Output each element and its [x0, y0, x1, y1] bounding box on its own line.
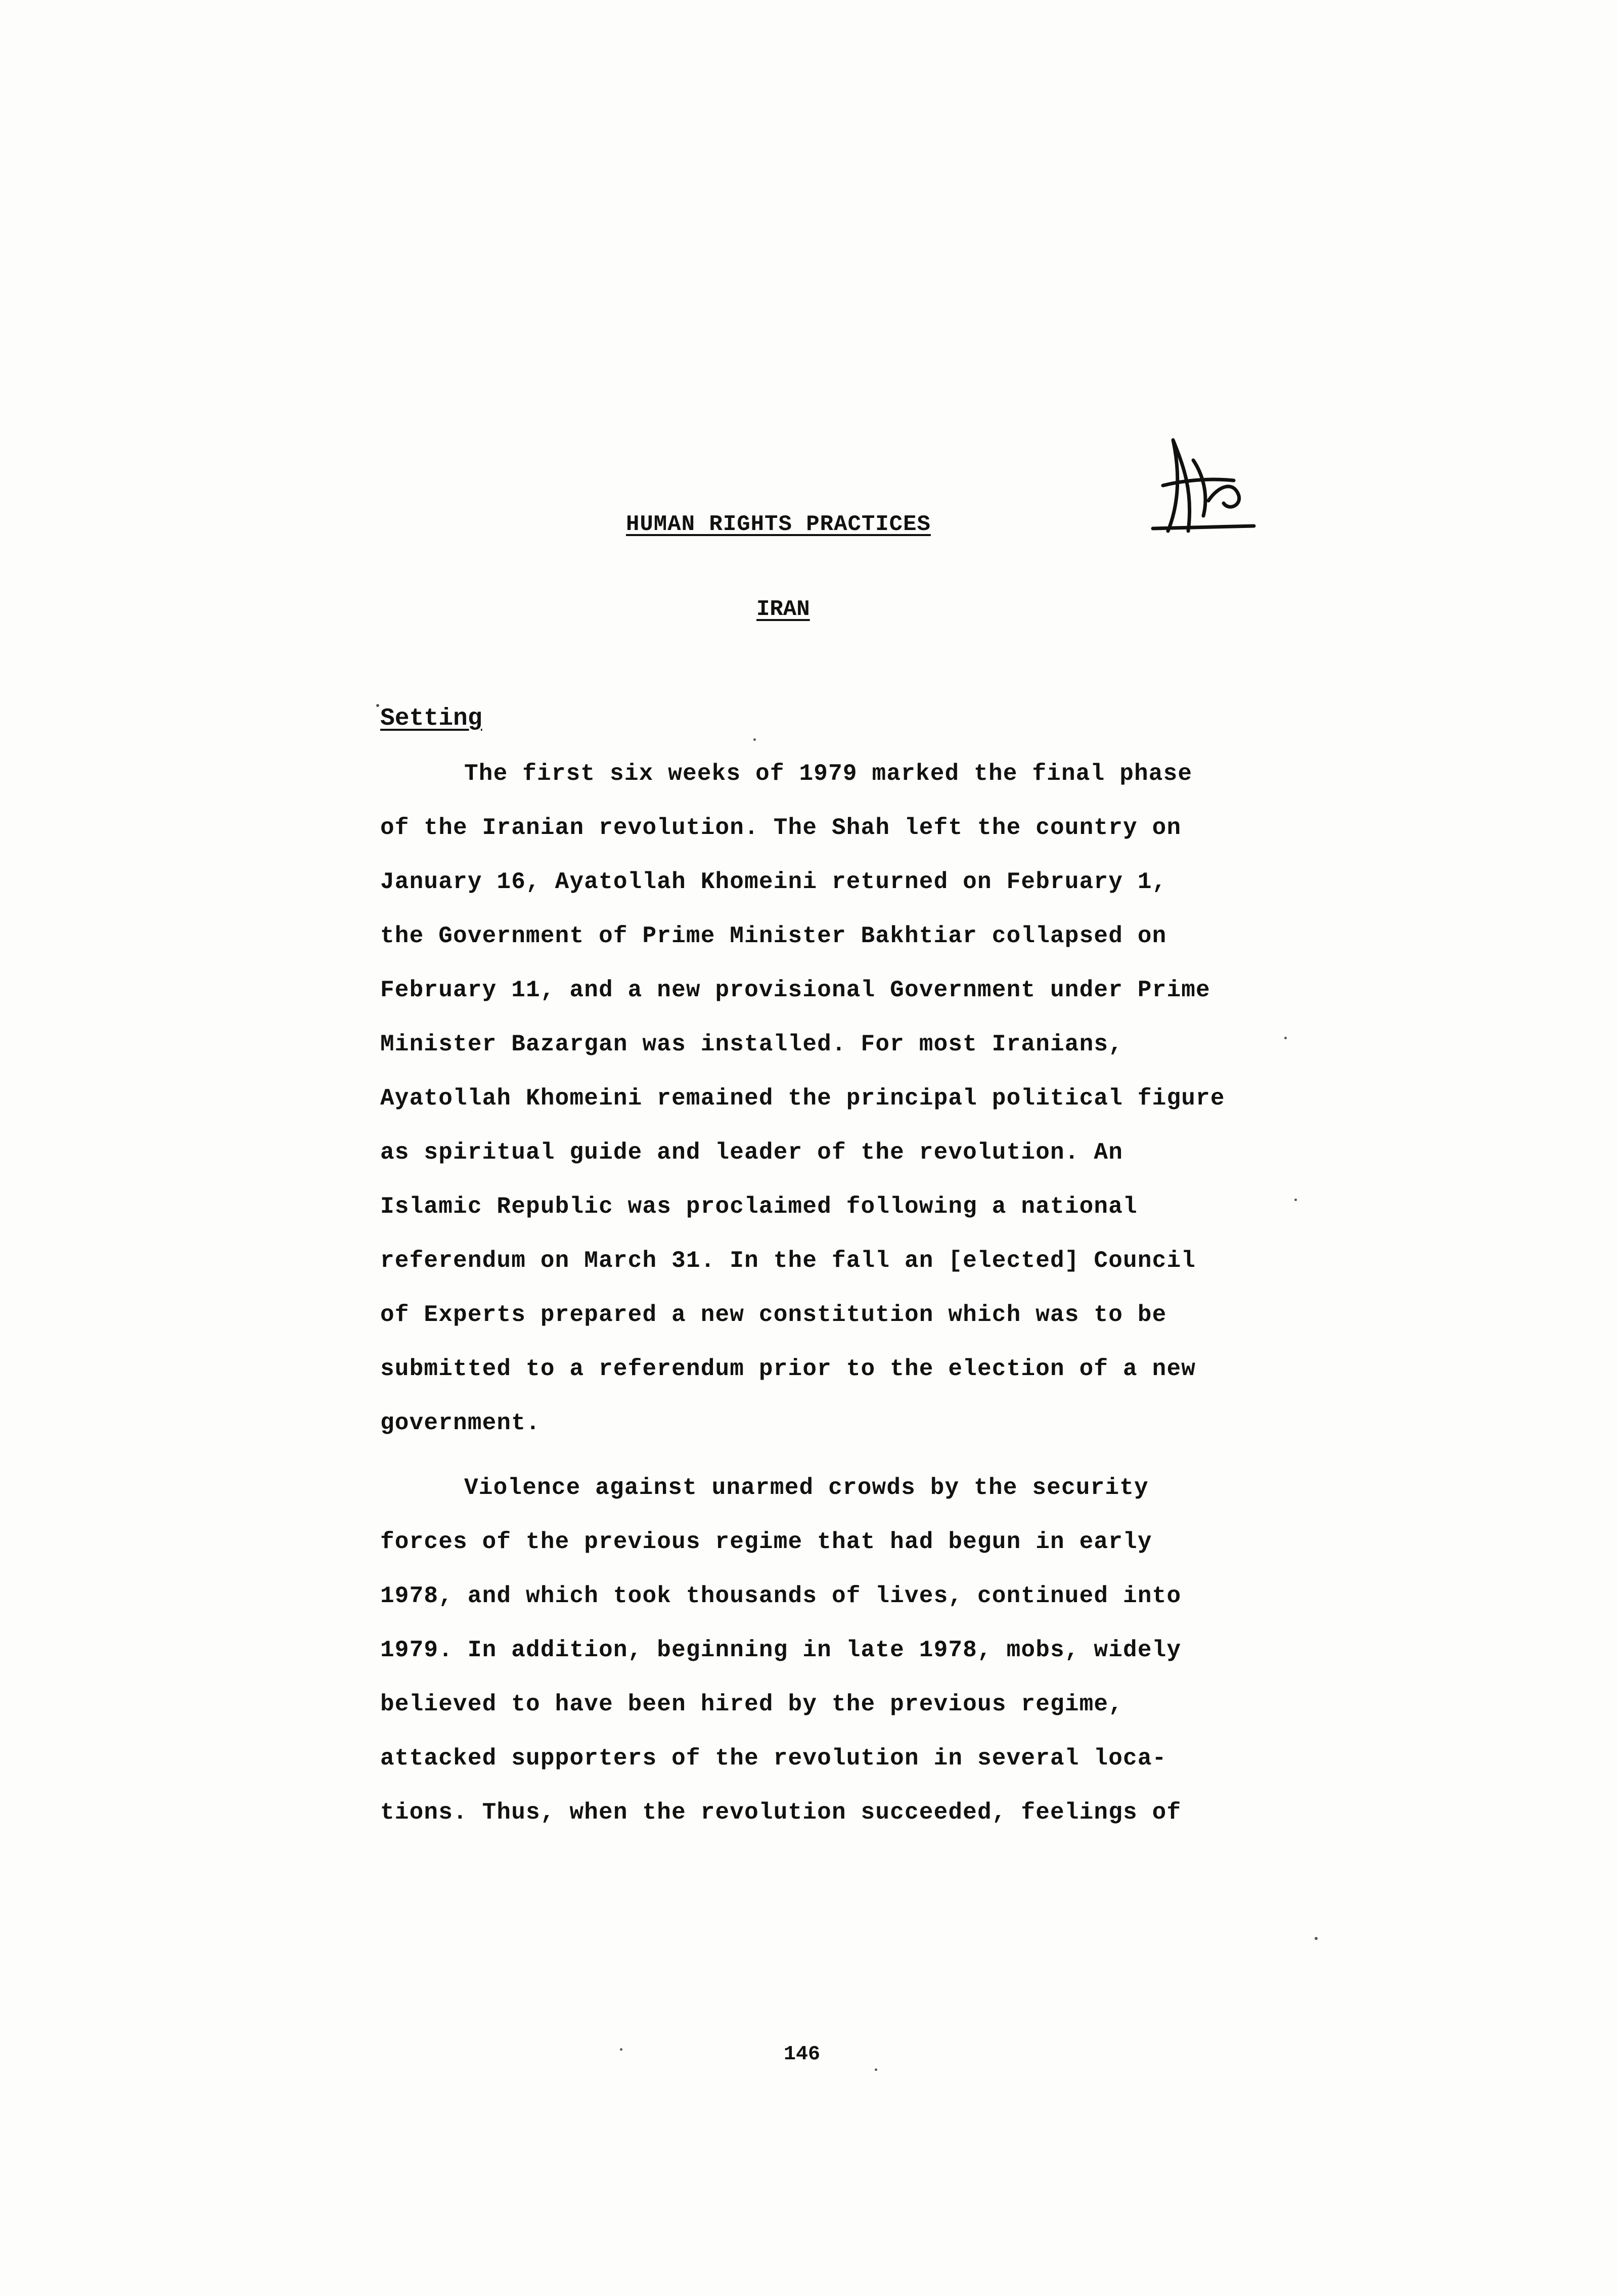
text-line: January 16, Ayatollah Khomeini returned on February 1, — [380, 869, 1167, 895]
text-line: of the Iranian revolution. The Shah left the country on — [380, 815, 1182, 841]
text-line: Minister Bazargan was installed. For most Iranians, — [380, 1031, 1123, 1057]
text-line: government. — [380, 1410, 541, 1436]
scan-speck — [1284, 1037, 1287, 1039]
text-line: 1978, and which took thousands of lives, continued into — [380, 1583, 1182, 1609]
section-heading: Setting — [380, 705, 482, 732]
text-line: as spiritual guide and leader of the revolution. An — [380, 1139, 1123, 1166]
text-line: the Government of Prime Minister Bakhtiar collapsed on — [380, 923, 1167, 949]
scan-speck — [875, 2068, 877, 2071]
country-heading: IRAN — [756, 597, 810, 622]
text-line: Islamic Republic was proclaimed following a national — [380, 1194, 1138, 1220]
text-line: Violence against unarmed crowds by the security — [464, 1475, 1149, 1501]
text-line: submitted to a referendum prior to the election of a new — [380, 1356, 1196, 1382]
scan-speck — [1294, 1199, 1297, 1201]
scan-speck — [376, 704, 379, 707]
text-line: 1979. In addition, beginning in late 1978, mobs, widely — [380, 1637, 1182, 1663]
text-line: believed to have been hired by the previous regime, — [380, 1691, 1123, 1717]
text-line: February 11, and a new provisional Government under Prime — [380, 977, 1210, 1003]
page-number: 146 — [784, 2043, 821, 2066]
text-line: The first six weeks of 1979 marked the final phase — [464, 761, 1193, 787]
scan-speck — [1315, 1937, 1318, 1940]
text-line: Ayatollah Khomeini remained the principal political figure — [380, 1085, 1225, 1112]
scan-speck — [753, 738, 756, 741]
handwritten-initials — [1133, 430, 1264, 551]
text-line: of Experts prepared a new constitution which was to be — [380, 1302, 1167, 1328]
text-line: forces of the previous regime that had begun in early — [380, 1529, 1152, 1555]
text-line: attacked supporters of the revolution in several loca- — [380, 1745, 1167, 1772]
scan-speck — [620, 2048, 622, 2051]
text-line: referendum on March 31. In the fall an [elected] Council — [380, 1248, 1196, 1274]
text-line: tions. Thus, when the revolution succeeded, feelings of — [380, 1799, 1182, 1826]
document-title: HUMAN RIGHTS PRACTICES — [626, 512, 931, 537]
